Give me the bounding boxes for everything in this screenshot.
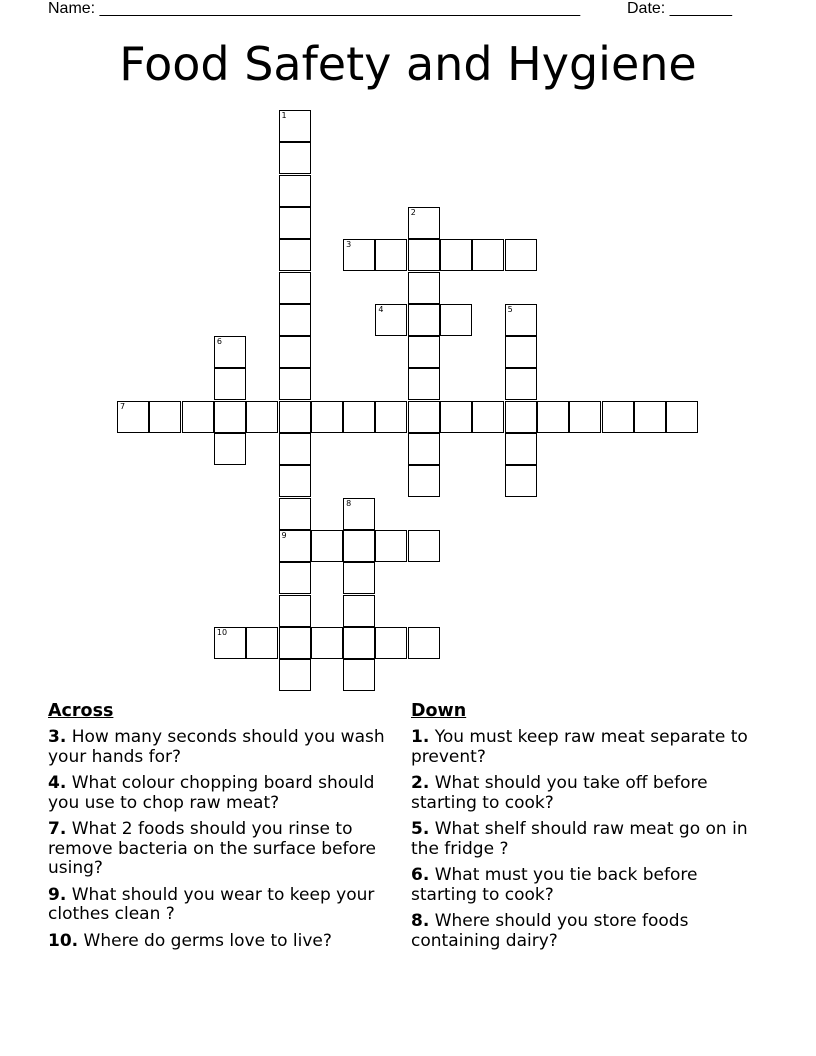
down-heading: Down xyxy=(411,701,467,721)
grid-cell[interactable] xyxy=(311,627,343,659)
clue-number: 8. xyxy=(411,911,430,931)
grid-cell[interactable] xyxy=(408,433,440,465)
grid-cell[interactable] xyxy=(472,401,504,433)
grid-cell[interactable] xyxy=(343,401,375,433)
grid-cell[interactable] xyxy=(375,239,407,271)
cell-number: 10 xyxy=(216,627,228,637)
name-label: Name: xyxy=(48,0,100,17)
grid-cell[interactable] xyxy=(214,627,246,659)
grid-cell[interactable] xyxy=(343,659,375,691)
grid-cell[interactable] xyxy=(214,368,246,400)
grid-cell[interactable] xyxy=(408,368,440,400)
grid-cell[interactable] xyxy=(343,239,375,271)
clue-text: What shelf should raw meat go on in the fridge ? xyxy=(411,819,748,859)
across-clue-4 xyxy=(48,774,403,813)
clue-number: 9. xyxy=(48,884,67,905)
cell-number: 8 xyxy=(346,498,352,508)
grid-cell[interactable] xyxy=(440,401,472,433)
cell-number: 7 xyxy=(120,401,126,411)
grid-cell[interactable] xyxy=(408,272,440,304)
clue-number: 3. xyxy=(48,727,67,747)
clue-text: Where do germs love to live? xyxy=(83,930,332,951)
grid-cell[interactable] xyxy=(117,401,149,433)
clue-text: What should you take off before starting to cook? xyxy=(411,773,708,813)
grid-cell[interactable] xyxy=(246,627,278,659)
grid-cell[interactable] xyxy=(505,433,537,465)
grid-cell[interactable] xyxy=(279,401,311,433)
down-clue-5 xyxy=(411,820,766,859)
grid-cell[interactable] xyxy=(440,239,472,271)
grid-cell[interactable] xyxy=(472,239,504,271)
across-clue-3 xyxy=(48,728,403,767)
grid-cell[interactable] xyxy=(279,530,311,562)
clue-number: 4. xyxy=(48,773,67,793)
clue-text: What should you wear to keep your clothes clean ? xyxy=(48,884,375,924)
clue-text: What must you tie back before starting to cook? xyxy=(411,865,698,905)
grid-cell[interactable] xyxy=(634,401,666,433)
grid-cell[interactable] xyxy=(408,207,440,239)
across-clues xyxy=(48,700,403,958)
grid-cell[interactable] xyxy=(279,627,311,659)
grid-cell[interactable] xyxy=(279,595,311,627)
grid-cell[interactable] xyxy=(505,239,537,271)
grid-cell[interactable] xyxy=(375,627,407,659)
grid-cell[interactable] xyxy=(279,304,311,336)
grid-cell[interactable] xyxy=(505,401,537,433)
grid-cell[interactable] xyxy=(505,465,537,497)
grid-cell[interactable] xyxy=(343,530,375,562)
grid-cell[interactable] xyxy=(149,401,181,433)
cell-number: 5 xyxy=(507,304,513,314)
grid-cell[interactable] xyxy=(311,530,343,562)
grid-cell[interactable] xyxy=(375,304,407,336)
grid-cell[interactable] xyxy=(408,627,440,659)
clue-text: What 2 foods should you rinse to remove bacteria on the surface before using? xyxy=(48,819,376,878)
grid-cell[interactable] xyxy=(182,401,214,433)
grid-cell[interactable] xyxy=(279,110,311,142)
grid-cell[interactable] xyxy=(279,368,311,400)
grid-cell[interactable] xyxy=(343,562,375,594)
across-clue-9 xyxy=(48,886,403,925)
grid-cell[interactable] xyxy=(279,465,311,497)
cell-number: 6 xyxy=(216,337,222,347)
down-clues xyxy=(411,700,766,958)
grid-cell[interactable] xyxy=(537,401,569,433)
grid-cell[interactable] xyxy=(279,239,311,271)
grid-cell[interactable] xyxy=(279,562,311,594)
grid-cell[interactable] xyxy=(440,304,472,336)
puzzle-title: Food Safety and Hygiene xyxy=(119,37,697,91)
grid-cell[interactable] xyxy=(408,530,440,562)
clue-text: How many seconds should you wash your hands for? xyxy=(48,727,385,767)
grid-cell[interactable] xyxy=(408,239,440,271)
grid-cell[interactable] xyxy=(505,304,537,336)
across-heading: Across xyxy=(48,701,114,721)
grid-cell[interactable] xyxy=(279,272,311,304)
clue-number: 7. xyxy=(48,819,67,839)
grid-cell[interactable] xyxy=(279,433,311,465)
clue-text: You must keep raw meat separate to prevent? xyxy=(411,727,748,767)
name-line: ______________________________________________________ xyxy=(99,0,581,17)
clue-text: What colour chopping board should you use to chop raw meat? xyxy=(48,773,375,813)
grid-cell[interactable] xyxy=(408,465,440,497)
date-label: Date: xyxy=(627,0,670,17)
cell-number: 3 xyxy=(346,240,352,250)
clue-text: Where should you store foods containing dairy? xyxy=(411,911,689,951)
grid-cell[interactable] xyxy=(343,498,375,530)
clue-number: 6. xyxy=(411,865,430,885)
grid-cell[interactable] xyxy=(279,207,311,239)
grid-cell[interactable] xyxy=(408,304,440,336)
grid-cell[interactable] xyxy=(505,336,537,368)
grid-cell[interactable] xyxy=(505,368,537,400)
grid-cell[interactable] xyxy=(279,175,311,207)
grid-cell[interactable] xyxy=(279,142,311,174)
down-clue-1 xyxy=(411,728,766,767)
across-clue-10 xyxy=(48,932,403,952)
grid-cell[interactable] xyxy=(214,336,246,368)
grid-cell[interactable] xyxy=(375,530,407,562)
grid-cell[interactable] xyxy=(214,433,246,465)
across-clue-7 xyxy=(48,820,403,879)
cell-number: 9 xyxy=(281,530,287,540)
grid-cell[interactable] xyxy=(214,401,246,433)
grid-cell[interactable] xyxy=(279,336,311,368)
cell-number: 1 xyxy=(281,111,287,120)
clue-number: 5. xyxy=(411,819,430,839)
down-clue-6 xyxy=(411,866,766,905)
grid-cell[interactable] xyxy=(569,401,601,433)
grid-cell[interactable] xyxy=(666,401,698,433)
down-clue-8 xyxy=(411,912,766,951)
grid-cell[interactable] xyxy=(279,498,311,530)
grid-cell[interactable] xyxy=(408,336,440,368)
grid-cell[interactable] xyxy=(343,627,375,659)
grid-cell[interactable] xyxy=(311,401,343,433)
cell-number: 2 xyxy=(410,207,416,217)
clue-number: 2. xyxy=(411,773,430,793)
grid-cell[interactable] xyxy=(375,401,407,433)
grid-cell[interactable] xyxy=(408,401,440,433)
grid-cell[interactable] xyxy=(343,595,375,627)
down-clue-2 xyxy=(411,774,766,813)
clue-number: 10. xyxy=(48,930,79,951)
date-line: _______ xyxy=(669,0,732,17)
grid-cell[interactable] xyxy=(602,401,634,433)
grid-cell[interactable] xyxy=(246,401,278,433)
clue-number: 1. xyxy=(411,727,430,747)
cell-number: 4 xyxy=(378,304,384,314)
grid-cell[interactable] xyxy=(279,659,311,691)
